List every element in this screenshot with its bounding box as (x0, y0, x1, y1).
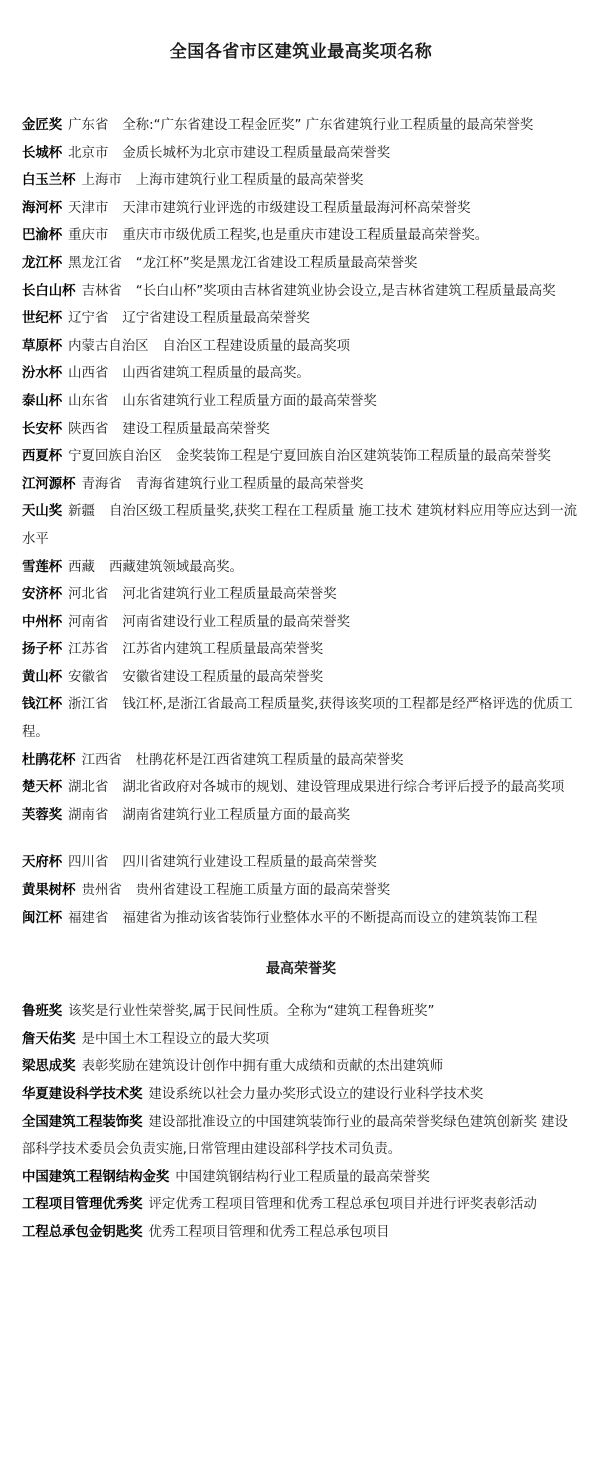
award-region: 上海市 (81, 173, 122, 189)
award-description: 江苏省内建筑工程质量最高荣誉奖 (122, 642, 324, 658)
honor-awards-list (22, 998, 580, 1246)
award-description: 山西省建筑工程质量的最高奖。 (122, 366, 310, 382)
award-description: 河北省建筑行业工程质量最高荣誉奖 (122, 587, 337, 603)
award-entry (22, 636, 580, 664)
award-region: 广东省 (68, 118, 109, 133)
award-description: 建设系统以社会力量办奖形式设立的建设行业科学技术奖 (148, 1087, 484, 1102)
award-description: 青海省建筑行业工程质量的最高荣誉奖 (135, 476, 364, 492)
award-entry (22, 333, 580, 361)
award-description: 湖南省建筑行业工程质量方面的最高奖 (122, 807, 350, 823)
award-entry (22, 1191, 580, 1219)
award-region: 辽宁省 (68, 311, 109, 327)
award-name: 鲁班奖 (22, 1004, 63, 1020)
award-entry (22, 1219, 580, 1247)
award-region: 黑龙江省 (68, 255, 122, 271)
award-description: 辽宁省建设工程质量最高荣誉奖 (122, 311, 310, 327)
award-entry (22, 222, 580, 250)
award-name: 长白山杯 (22, 283, 76, 299)
award-region: 北京市 (68, 145, 109, 161)
award-name: 巴渝杯 (22, 228, 63, 244)
award-region: 宁夏回族自治区 (68, 449, 162, 465)
award-name: 中国建筑工程钢结构金奖 (22, 1169, 170, 1185)
award-entry (22, 498, 580, 553)
award-entry (22, 250, 580, 278)
award-description: 金奖装饰工程是宁夏回族自治区建筑装饰工程质量的最高荣誉奖 (175, 449, 551, 465)
award-entry (22, 1026, 580, 1054)
award-entry (22, 664, 580, 692)
award-entry (22, 747, 580, 775)
award-name: 世纪杯 (22, 311, 63, 327)
award-name: 天山奖 (22, 504, 63, 520)
award-entry (22, 609, 580, 637)
award-description: 安徽省建设工程质量的最高荣誉奖 (122, 669, 324, 685)
award-description: 钱江杯,是浙江省最高工程质量奖,获得该奖项的工程都是经严格评选的优质工程。 (22, 697, 573, 741)
award-description: 上海市建筑行业工程质量的最高荣誉奖 (135, 173, 364, 189)
award-name: 白玉兰杯 (22, 173, 76, 189)
award-name: 扬子杯 (22, 642, 63, 658)
award-name: 全国建筑工程装饰奖 (22, 1114, 143, 1130)
award-region: 贵州省 (81, 883, 122, 899)
award-region: 江西省 (81, 752, 122, 768)
award-description: 表彰奖励在建筑设计创作中拥有重大成绩和贡献的杰出建筑师 (81, 1059, 444, 1075)
award-name: 泰山杯 (22, 393, 63, 409)
award-entry (22, 140, 580, 168)
award-region: 湖南省 (68, 807, 109, 823)
award-description: 湖北省政府对各城市的规划、建设管理成果进行综合考评后授予的最高奖项 (122, 780, 565, 796)
award-region: 河南省 (68, 614, 109, 630)
page-title: 全国各省市区建筑业最高奖项名称 (169, 42, 433, 62)
award-description: 贵州省建设工程施工质量方面的最高荣誉奖 (135, 883, 391, 899)
award-entry (22, 360, 580, 388)
award-entry (22, 774, 580, 802)
award-region: 福建省 (68, 910, 109, 926)
award-name: 长安杯 (22, 421, 63, 437)
award-region: 陕西省 (68, 421, 109, 437)
award-name: 中州杯 (22, 614, 63, 630)
award-region: 河北省 (68, 587, 109, 603)
award-entry (22, 278, 580, 306)
award-region: 西藏 (68, 559, 95, 575)
award-name: 闽江杯 (22, 910, 63, 926)
award-name: 天府杯 (22, 855, 63, 871)
award-description: 自治区级工程质量奖,获奖工程在工程质量 施工技术 建筑材料应用等应达到一流水平 (22, 504, 578, 547)
award-entry (22, 1109, 580, 1164)
award-region: 重庆市 (68, 228, 109, 244)
award-description: 建设部批准设立的中国建筑装饰行业的最高荣誉奖绿色建筑创新奖 建设部科学技术委员会负责实施,日常管理由建设部科学技术司负责。 (22, 1114, 568, 1158)
award-entry (22, 443, 580, 471)
award-entry (22, 849, 580, 877)
award-region: 吉林省 (81, 283, 122, 299)
award-entry (22, 1081, 580, 1109)
award-description: 重庆市市级优质工程奖,也是重庆市建设工程质量最高荣誉奖。 (122, 228, 489, 244)
award-region: 四川省 (68, 855, 109, 871)
award-region: 江苏省 (68, 642, 109, 658)
award-entry (22, 112, 580, 140)
award-description: “龙江杯”奖是黑龙江省建设工程质量最高荣誉奖 (135, 255, 418, 271)
award-description: 四川省建筑行业建设工程质量的最高荣誉奖 (122, 855, 377, 871)
award-name: 江河源杯 (22, 476, 76, 492)
section-subtitle: 最高荣誉奖 (266, 961, 336, 978)
award-entry (22, 305, 580, 333)
award-description: 金质长城杯为北京市建设工程质量最高荣誉奖 (122, 145, 391, 161)
award-name: 黄果树杯 (22, 883, 76, 899)
award-description: 优秀工程项目管理和优秀工程总承包项目 (148, 1224, 390, 1240)
award-name: 龙江杯 (22, 255, 63, 271)
award-description: 自治区工程建设质量的最高奖项 (162, 338, 350, 354)
section-gap (22, 829, 580, 849)
award-region: 新疆 (68, 504, 95, 520)
award-description: 杜鹃花杯是江西省建筑工程质量的最高荣誉奖 (135, 752, 404, 768)
award-region: 天津市 (68, 200, 109, 216)
award-entry (22, 802, 580, 830)
award-entry (22, 388, 580, 416)
award-entry (22, 691, 580, 746)
award-region: 内蒙古自治区 (68, 338, 149, 354)
award-description: 是中国土木工程设立的最大奖项 (81, 1031, 270, 1047)
award-name: 金匠奖 (22, 118, 63, 133)
award-name: 楚天杯 (22, 780, 63, 796)
award-entry (22, 1164, 580, 1192)
award-region: 浙江省 (68, 697, 109, 713)
award-description: 福建省为推动该省装饰行业整体水平的不断提高而设立的建筑装饰工程 (122, 910, 538, 926)
award-region: 青海省 (81, 476, 122, 492)
award-region: 山西省 (68, 366, 109, 382)
award-name: 詹天佑奖 (22, 1031, 76, 1047)
award-entry (22, 1053, 580, 1081)
award-entry (22, 471, 580, 499)
provincial-awards-list-a (22, 112, 580, 829)
award-entry (22, 167, 580, 195)
award-entry (22, 554, 580, 582)
award-entry (22, 195, 580, 223)
award-description: 河南省建设行业工程质量的最高荣誉奖 (122, 614, 350, 630)
award-description: 全称:“广东省建设工程金匠奖” 广东省建筑行业工程质量的最高荣誉奖 (122, 118, 534, 133)
award-name: 芙蓉奖 (22, 807, 63, 823)
award-name: 安济杯 (22, 587, 63, 603)
section-gap (22, 932, 580, 954)
award-entry (22, 877, 580, 905)
award-entry (22, 416, 580, 444)
award-entry (22, 581, 580, 609)
award-name: 钱江杯 (22, 697, 63, 713)
provincial-awards-list-b (22, 849, 580, 932)
award-description: 西藏建筑领域最高奖。 (108, 559, 243, 575)
award-region: 安徽省 (68, 669, 109, 685)
award-entry (22, 998, 580, 1026)
award-description: 该奖是行业性荣誉奖,属于民间性质。全称为“建筑工程鲁班奖” (68, 1004, 435, 1020)
award-name: 华夏建设科学技术奖 (22, 1087, 143, 1102)
award-name: 杜鹃花杯 (22, 752, 76, 768)
award-description: 天津市建筑行业评选的市级建设工程质量最海河杯高荣誉奖 (122, 200, 471, 216)
award-name: 梁思成奖 (22, 1059, 76, 1075)
award-description: 评定优秀工程项目管理和优秀工程总承包项目并进行评奖表彰活动 (148, 1197, 537, 1213)
award-name: 汾水杯 (22, 366, 63, 382)
award-name: 西夏杯 (22, 449, 63, 465)
award-region: 湖北省 (68, 780, 109, 796)
award-description: 山东省建筑行业工程质量方面的最高荣誉奖 (122, 393, 377, 409)
award-entry (22, 905, 580, 933)
award-name: 雪莲杯 (22, 559, 63, 575)
award-description: 中国建筑钢结构行业工程质量的最高荣誉奖 (175, 1169, 430, 1185)
award-description: 建设工程质量最高荣誉奖 (122, 421, 270, 437)
award-name: 工程总承包金钥匙奖 (22, 1224, 143, 1240)
section-gap (22, 984, 580, 998)
award-description: “长白山杯”奖项由吉林省建筑业协会设立,是吉林省建筑工程质量最高奖 (135, 283, 556, 299)
award-name: 工程项目管理优秀奖 (22, 1197, 143, 1213)
award-region: 山东省 (68, 393, 109, 409)
award-name: 海河杯 (22, 200, 63, 216)
award-name: 长城杯 (22, 145, 63, 161)
award-name: 草原杯 (22, 338, 63, 354)
award-name: 黄山杯 (22, 669, 63, 685)
